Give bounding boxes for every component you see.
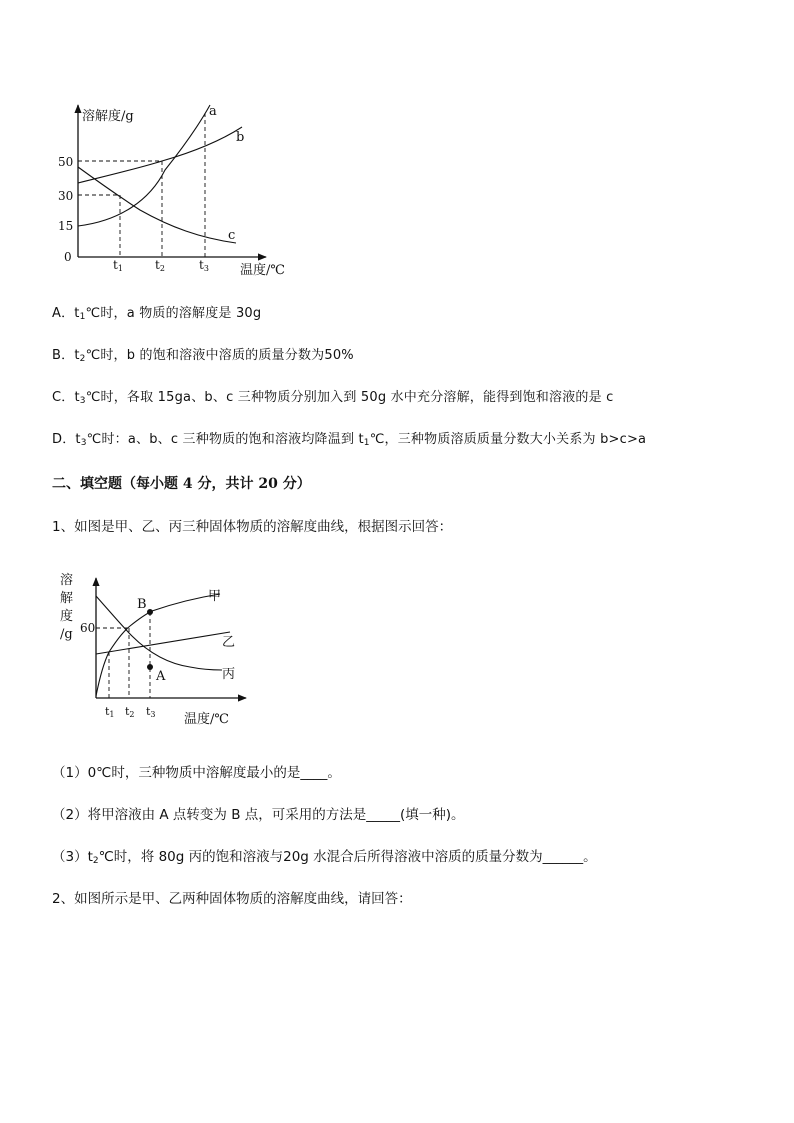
solubility-chart-2 bbox=[50, 568, 250, 733]
curve-c bbox=[78, 167, 236, 243]
sub-question-2: （2）将甲溶液由 A 点转变为 B 点，可采用的方法是_____(填一种)。 bbox=[52, 807, 465, 823]
x-tick-t1: t1 bbox=[113, 258, 123, 273]
x-tick-t1: t1 bbox=[105, 705, 115, 719]
y-tick-50: 50 bbox=[58, 155, 74, 169]
x-tick-t3: t3 bbox=[199, 258, 209, 273]
option-d: D．$t_3℃$时：a、b、c 三种物质的饱和溶液均降温到 $t_1℃$，三种物质溶质质量分数大小关系为 b>c>a bbox=[52, 432, 647, 448]
curve-yi bbox=[96, 632, 230, 654]
y-label-char-1: 溶 bbox=[60, 573, 74, 588]
option-b: B．$t_2℃$时，b 的饱和溶液中溶质的质量分数为50% bbox=[52, 348, 354, 364]
curve-b-label: b bbox=[236, 130, 245, 145]
point-b bbox=[147, 609, 153, 615]
curve-a-label: a bbox=[209, 104, 217, 119]
y-label-char-2: 解 bbox=[60, 591, 74, 606]
question-2-stem: 2、如图所示是甲、乙两种固体物质的溶解度曲线，请回答： bbox=[52, 891, 412, 907]
x-axis-label: 温度/℃ bbox=[240, 263, 285, 278]
option-a: A．$t_1℃$时，a 物质的溶解度是 30g bbox=[52, 306, 262, 322]
curve-bing-label: 丙 bbox=[222, 667, 236, 682]
curve-c-label: c bbox=[228, 228, 236, 243]
point-a bbox=[147, 664, 153, 670]
section-title: 二、填空题（每小题 4 分，共计 20 分） bbox=[52, 476, 311, 492]
curve-yi-label: 乙 bbox=[222, 635, 236, 650]
point-a-label: A bbox=[156, 669, 166, 684]
question-1-stem: 1、如图是甲、乙、丙三种固体物质的溶解度曲线，根据图示回答： bbox=[52, 519, 453, 535]
curve-bing bbox=[96, 596, 222, 670]
y-axis-label: 溶解度/g bbox=[82, 109, 134, 124]
option-c: C．$t_3℃$时，各取 15ga、b、c 三种物质分别加入到 50g 水中充分溶解，能得到饱和溶液的是 c bbox=[52, 390, 614, 406]
x-tick-t3: t3 bbox=[146, 705, 156, 719]
sub-question-1: （1）0℃时，三种物质中溶解度最小的是____。 bbox=[52, 765, 341, 781]
y-tick-30: 30 bbox=[58, 189, 74, 203]
curve-jia-label: 甲 bbox=[208, 589, 222, 604]
x-tick-t2: t2 bbox=[155, 258, 165, 273]
x-tick-t2: t2 bbox=[125, 705, 135, 719]
x-axis-label: 温度/℃ bbox=[184, 712, 229, 727]
point-b-label: B bbox=[137, 597, 147, 612]
y-tick-15: 15 bbox=[58, 219, 74, 233]
y-label-char-3: 度 bbox=[60, 609, 74, 624]
sub-question-3: $(3)t_2℃$时，将 80g 丙的饱和溶液与20g 水混合后所得溶液中溶质的质量分数为______。 bbox=[52, 849, 597, 866]
solubility-chart-1 bbox=[40, 95, 300, 285]
y-label-char-4: /g bbox=[60, 627, 73, 642]
y-tick-60: 60 bbox=[80, 621, 96, 635]
curve-b bbox=[78, 127, 245, 183]
origin-label: 0 bbox=[64, 250, 72, 264]
